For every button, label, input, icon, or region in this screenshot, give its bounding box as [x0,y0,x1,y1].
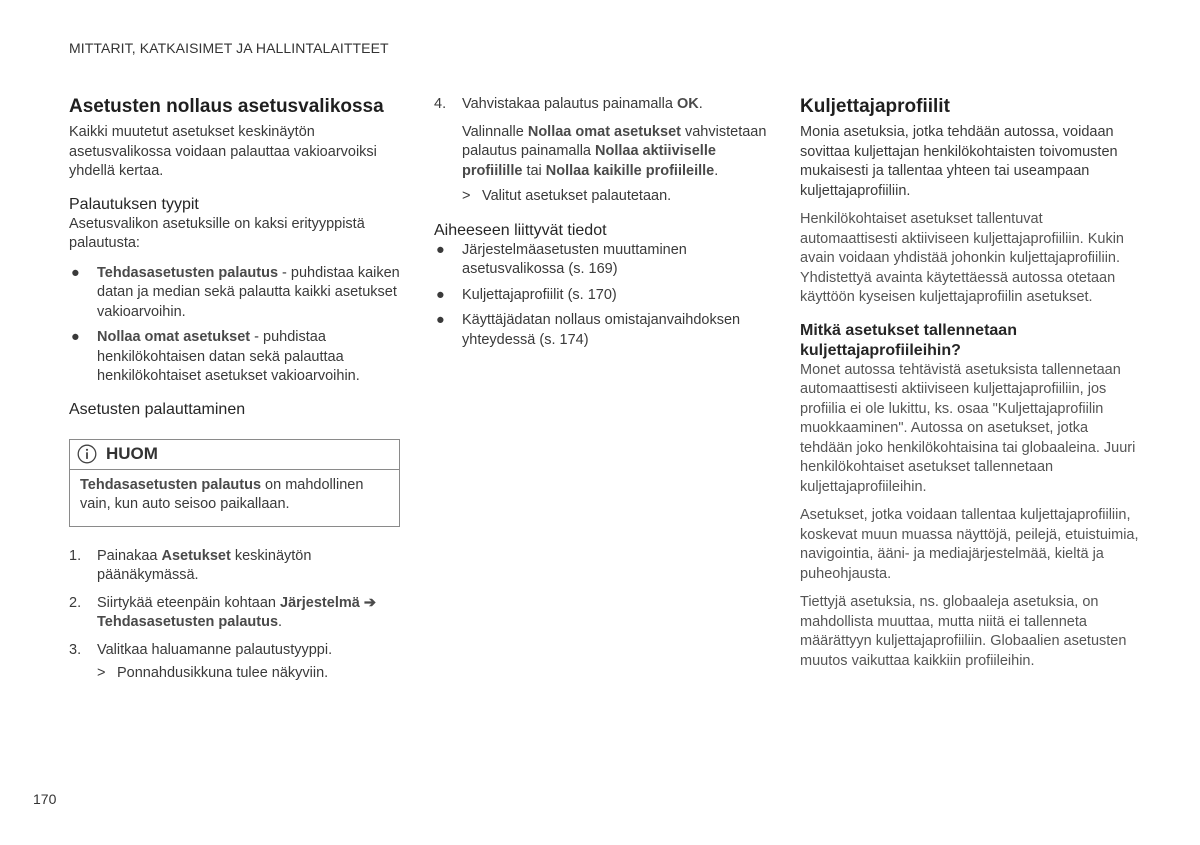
paragraph: Asetukset, jotka voidaan tallentaa kuljettajaprofiiliin, koskevat muun muassa näyttöjä, peilejä, etuistuimia, navigointia, ääni- ja mediajärjestelmää, kieltä ja puheohjausta. [800,507,1139,582]
result-arrow-icon: > [97,665,106,681]
info-icon [77,444,97,464]
step-item: 1. Painakaa Asetukset keskinäytön päänäkymässä. [69,547,312,583]
bullet-icon: ● [71,329,80,345]
related-link[interactable]: ● Järjestelmäasetusten muuttaminen asetusvalikossa (s. 169) [436,241,687,277]
column-1 [69,95,404,684]
arrow-right-icon: ➔ [363,594,376,611]
heading-resetting: Asetusten palauttaminen [69,400,246,418]
heading-reset-types: Palautuksen tyypit [69,195,199,213]
list-item: ● Nollaa omat asetukset - puhdistaa henkilökohtaisen datan sekä palauttaa henkilökohtaiset asetukset vakioarvoihin. [71,329,360,384]
subheading-saved-settings: Mitkä asetukset tallennetaan kuljettajaprofiileihin? [800,321,1017,359]
note-title: HUOM [106,444,158,463]
note-box [69,439,400,527]
paragraph: Monia asetuksia, jotka tehdään autossa, voidaan sovittaa kuljettajan henkilökohtaisten toivomusten mukaisesti ja tallentaa yhteen tai useampaan kuljettajaprofiiliin. [800,124,1118,199]
step-sub-paragraph: Valinnalle Nollaa omat asetukset vahvistetaan palautus painamalla Nollaa aktiiviselle profiilille tai Nollaa kaikille profiileille. [462,123,767,179]
running-header: MITTARIT, KATKAISIMET JA HALLINTALAITTEET [69,40,389,56]
step-result: > Valitut asetukset palautetaan. [462,187,774,207]
related-link[interactable]: ● Kuljettajaprofiilit (s. 170) [434,286,774,306]
step-item: 4. Vahvistakaa palautus painamalla OK. Valinnalle Nollaa omat asetukset vahvistetaan palautus painamalla Nollaa aktiiviselle profiilille tai Nollaa kaikille profiileille. > Valitut asetukset palautetaan. [434,95,774,207]
paragraph: Henkilökohtaiset asetukset tallentuvat automaattisesti aktiiviseen kuljettajaprofiiliin. Kukin avain voidaan yhdistää johonkin kuljettajaprofiiliin. Yhdistettyä avainta käytettäessä autossa otetaan käyttöön kyseisen kuljettajaprofiilin asetukset. [800,211,1124,305]
bullet-icon: ● [71,264,80,281]
step-result: > Ponnahdusikkuna tulee näkyviin. [97,664,404,684]
result-arrow-icon: > [462,188,471,204]
heading-related: Aiheeseen liittyvät tiedot [434,221,607,239]
bullet-icon: ● [436,286,445,303]
step-item: 3. Valitkaa haluamanne palautustyyppi. > Ponnahdusikkuna tulee näkyviin. [69,641,404,684]
bullet-icon: ● [436,312,445,328]
step-item: 2. Siirtykää eteenpäin kohtaan Järjestelmä ➔ Tehdasasetusten palautus. [69,594,376,630]
note-body: Tehdasasetusten palautus on mahdollinen vain, kun auto seisoo paikallaan. [80,476,364,512]
list-item: ● Tehdasasetusten palautus - puhdistaa kaiken datan ja median sekä palautta kaikki asetukset vakioarvoihin. [71,264,400,320]
paragraph: Monet autossa tehtävistä asetuksista tallennetaan automaattisesti aktiiviseen kuljettajaprofiiliin, jos profiilia ei ole lukittu, ks. osaa "Kuljettajaprofiilin muokkaaminen". Autossa on asetukset, jotka tehdään joko henkilökohtaisina tai globaaleina. Juuri henkilökohtaiset asetukset tallennetaan kuljettajaprofiileihin. [800,361,1136,495]
related-link[interactable]: ● Käyttäjädatan nollaus omistajanvaihdoksen yhteydessä (s. 174) [436,312,741,348]
column-3 [800,95,1140,671]
note-header [70,440,399,470]
column-2 [434,95,774,350]
paragraph: Tiettyjä asetuksia, ns. globaaleja asetuksia, on mahdollista muuttaa, mutta niitä ei tallenneta määrättyyn kuljettajaprofiiliin. Globaalien asetusten muutos vaikuttaa kaikkiin profiileihin. [800,594,1127,669]
page-number: 170 [33,791,57,807]
intro-paragraph: Kaikki muutetut asetukset keskinäytön asetusvalikossa voidaan palauttaa vakioarvoiksi yhdellä kertaa. [69,124,377,179]
bullet-icon: ● [436,241,445,258]
section-title-driver-profiles: Kuljettajaprofiilit [800,96,950,117]
section-title-reset: Asetusten nollaus asetusvalikossa [69,96,384,117]
reset-types-intro: Asetusvalikon asetuksille on kaksi erityyppistä palautusta: [69,215,365,251]
